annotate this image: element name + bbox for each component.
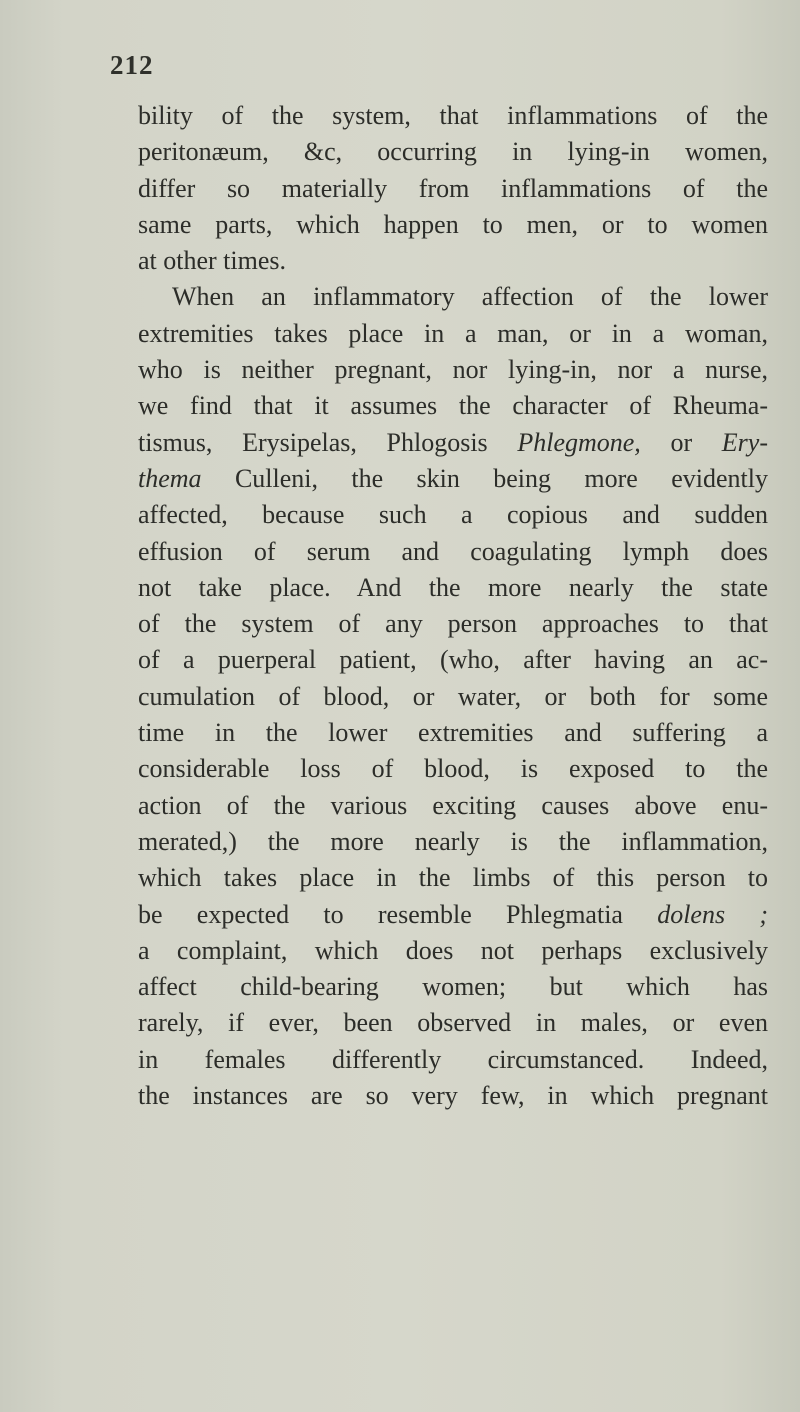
text-line: at other times. [138, 246, 287, 276]
italic-run: thema [138, 463, 202, 493]
italic-run: Phlegmone, [517, 427, 641, 457]
text-run: be expected to resemble Phlegmatia [138, 899, 658, 929]
text-line: extremities takes place in a man, or in a woman, [138, 318, 768, 348]
italic-run: Ery- [721, 427, 768, 457]
text-line: peritonæum, &c, occurring in lying-in women, [138, 137, 768, 167]
paragraph-start-line: When an inflammatory affection of the lower [172, 282, 768, 312]
text-line: rarely, if ever, been observed in males, or even [138, 1008, 768, 1038]
text-run: tismus, Erysipelas, Phlogosis [138, 427, 518, 457]
text-line: not take place. And the more nearly the state [138, 572, 768, 602]
text-line: considerable loss of blood, is exposed to the [138, 754, 768, 784]
text-line: same parts, which happen to men, or to women [138, 209, 768, 239]
text-line: of the system of any person approaches to that [138, 609, 768, 639]
text-line: effusion of serum and coagulating lymph does [138, 536, 768, 566]
page-number: 212 [110, 50, 154, 80]
text-line: affect child-bearing women; but which has [138, 972, 768, 1002]
body-text [138, 98, 768, 1114]
text-line: bility of the system, that inflammations of the [138, 101, 768, 130]
text-line: in females differently circumstanced. Indeed, [138, 1044, 768, 1074]
text-line: who is neither pregnant, nor lying-in, nor a nurse, [138, 355, 768, 385]
blank-page-area [0, 1010, 800, 1412]
text-line: differ so materially from inflammations of the [138, 173, 768, 203]
text-line: cumulation of blood, or water, or both for some [138, 681, 768, 711]
text-line: merated,) the more nearly is the inflammation, [138, 826, 768, 856]
text-line-mixed [138, 897, 768, 933]
text-line: action of the various exciting causes above enu- [138, 790, 768, 820]
text-line: a complaint, which does not perhaps exclusively [138, 935, 768, 965]
text-line: we find that it assumes the character of Rheuma- [138, 391, 768, 421]
text-line-mixed [138, 461, 768, 497]
text-line: affected, because such a copious and sudden [138, 500, 768, 530]
text-line: of a puerperal patient, (who, after having an ac- [138, 645, 768, 675]
text-run: or [640, 427, 722, 457]
text-line: the instances are so very few, in which pregnant [138, 1081, 768, 1111]
text-line: which takes place in the limbs of this person to [138, 863, 768, 893]
text-line: time in the lower extremities and suffering a [138, 718, 768, 748]
italic-run: dolens ; [657, 899, 768, 929]
text-run: Culleni, the skin being more evidently [201, 463, 768, 493]
text-line-mixed [138, 425, 768, 461]
